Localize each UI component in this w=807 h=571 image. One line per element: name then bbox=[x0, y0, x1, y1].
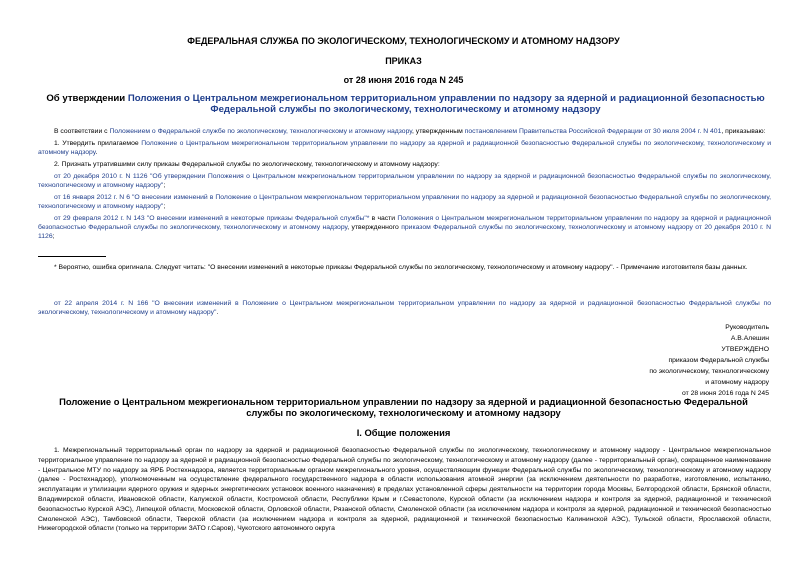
footnote: * Вероятно, ошибка оригинала. Следует читать: "О внесении изменений в некоторые приказы Федеральной службы по экологическому, технологическому и атомному надзору". - Примечание изготовителя базы данных. bbox=[54, 264, 748, 271]
approval-line-2: по экологическому, технологическому bbox=[649, 368, 769, 375]
repealed-order-3-end: ; bbox=[52, 233, 55, 240]
approval-line-1: приказом Федеральной службы bbox=[668, 357, 769, 364]
title-link[interactable]: Положения о Центральном межрегиональном территориальном управлении по надзору за ядерной и радиационной безопасностью Федеральной службы по экологическому, технологическому и атомному надзору bbox=[127, 93, 765, 115]
preamble-paragraph bbox=[38, 127, 771, 136]
repealed-order-2-link[interactable]: от 16 января 2012 г. N 6 "О внесении изменений в Положение о Центральном межрегиональном территориальном управлении по надзору за ядерной и радиационной безопасностью Федеральной службы по экологическому, технологическому и атомному надзору" bbox=[38, 194, 771, 210]
item-1-end: . bbox=[95, 149, 98, 156]
title-prefix: Об утверждении bbox=[46, 93, 128, 104]
repealed-order-1 bbox=[38, 172, 771, 190]
repealed-order-3-text-2: , утвержденного bbox=[347, 224, 402, 231]
document-type: ПРИКАЗ bbox=[385, 56, 422, 66]
item-1-text: 1. Утвердить прилагаемое bbox=[54, 140, 142, 147]
repealed-order-1-link[interactable]: от 20 декабря 2010 г. N 1126 "Об утверждении Положения о Центральном межрегиональном территориальном управлении по надзору за ядерной и радиационной безопасностью Федеральной службы по экологическому, технологическому и атомному надзору" bbox=[38, 173, 771, 189]
item-1-paragraph bbox=[38, 139, 771, 157]
attached-regulation-link[interactable]: Положение о Центральном межрегиональном территориальном управлении по надзору за ядерной и радиационной безопасностью Федеральной службы по экологическому, технологическому и атомному надзору bbox=[38, 140, 771, 156]
repealed-order-3-order-link[interactable]: приказом Федеральной службы по экологическому, технологическому и атомному надзору от 20 декабря 2010 г. N 1126 bbox=[38, 224, 771, 240]
repealed-order-1-end: ; bbox=[163, 182, 166, 189]
repealed-order-2-end: ; bbox=[163, 203, 166, 210]
section-heading: I. Общие положения bbox=[356, 427, 451, 438]
signatory-position: Руководитель bbox=[725, 324, 769, 331]
document-date: от 28 июня 2016 года N 245 bbox=[343, 75, 464, 85]
repealed-order-3-regulation-link[interactable]: Положения о Центральном межрегиональном территориальном управлении по надзору за ядерной и радиационной безопасностью Федеральной службы по экологическому, технологическому и атомному надзору bbox=[38, 215, 772, 231]
repealed-order-4-link[interactable]: от 22 апреля 2014 г. N 166 "О внесении изменений в Положение о Центральном межрегиональном территориальном управлении по надзору за ядерной и радиационной безопасностью Федеральной службы по экологическому, технологическому и атомному надзору" bbox=[38, 300, 771, 316]
preamble-text-3: , приказываю: bbox=[721, 128, 766, 135]
repealed-order-3-text-1: в части bbox=[369, 215, 398, 222]
signature-block bbox=[649, 322, 769, 399]
preamble-text-2: , утвержденным bbox=[412, 128, 465, 135]
regulation-link[interactable]: Положением о Федеральной службе по экологическому, технологическому и атомному надзору bbox=[109, 128, 413, 135]
repealed-order-3-link[interactable]: от 29 февраля 2012 г. N 143 "О внесении изменений в некоторые приказы Федеральной службы"* bbox=[54, 215, 370, 222]
footnote-divider bbox=[38, 256, 106, 257]
issuing-authority: ФЕДЕРАЛЬНАЯ СЛУЖБА ПО ЭКОЛОГИЧЕСКОМУ, ТЕХНОЛОГИЧЕСКОМУ И АТОМНОМУ НАДЗОРУ bbox=[187, 36, 620, 46]
repealed-order-2 bbox=[38, 193, 771, 211]
item-2-paragraph: 2. Признать утратившими силу приказы Федеральной службы по экологическому, технологическому и атомному надзору: bbox=[54, 161, 440, 168]
regulation-paragraph-1: 1. Межрегиональный территориальный орган по надзору за ядерной и радиационной безопасностью Федеральной службы по экологическому, технологическому и атомному надзору - Центральное межрегиональное территориальное управление по надзору за ядерной и радиационной безопасностью Федеральной службы по экологическому, технологическому и атомному надзору (далее - территориальный орган), сокращенное наименование - Центральное МТУ по надзору за ЯРБ Ростехнадзора, является территориальным органом межрегионального уровня, осуществляющим функции Федеральной службы по экологическому, технологическому и атомному надзору (далее - Ростехнадзор), уполномоченным на осуществление федерального государственного надзора в области использования атомной энергии (за исключением деятельности по разработке, изготовлению, испытанию, эксплуатации и утилизации ядерного оружия и ядерных энергетических установок военного назначения) в пределах установленной сферы деятельности на территории города Москвы, Белгородской области, Брянской области, Владимирской области, Ивановской области, Калужской области, Костромской области, Республики Крым и г.Севастополе, Курской области (за исключением надзора и контроля за ядерной, радиационной и технической безопасностью Курской АЭС), Липецкой области, Московской области, Орловской области, Рязанской области, Смоленской области (за исключением надзора и контроля за ядерной, радиационной и технической безопасностью Смоленской АЭС), Тамбовской области, Тверской области (за исключением надзора и контроля за ядерной, радиационной и технической безопасностью Калининской АЭС), Тульской области, Ярославской области, Нижегородской области (только на территории ЗАТО г.Саров), Чукотского автономного округа bbox=[38, 447, 771, 533]
document-title bbox=[40, 93, 771, 115]
approval-stamp: УТВЕРЖДЕНО bbox=[721, 346, 769, 353]
approval-date: от 28 июня 2016 года N 245 bbox=[681, 390, 769, 397]
regulation-title: Положение о Центральном межрегиональном территориальном управлении по надзору за ядерной и радиационной безопасностью Федеральной службы по экологическому, технологическому и атомному надзору bbox=[59, 396, 748, 418]
order-body bbox=[38, 127, 771, 244]
repealed-order-4 bbox=[38, 299, 771, 317]
government-decree-link[interactable]: постановлением Правительства Российской Федерации от 30 июля 2004 г. N 401 bbox=[464, 128, 722, 135]
approval-line-3: и атомному надзору bbox=[705, 379, 769, 386]
signatory-name: А.В.Алешин bbox=[730, 335, 769, 342]
repealed-order-4-end: . bbox=[216, 309, 219, 316]
preamble-text-1: В соответствии с bbox=[54, 128, 110, 135]
repealed-order-3 bbox=[38, 214, 771, 241]
